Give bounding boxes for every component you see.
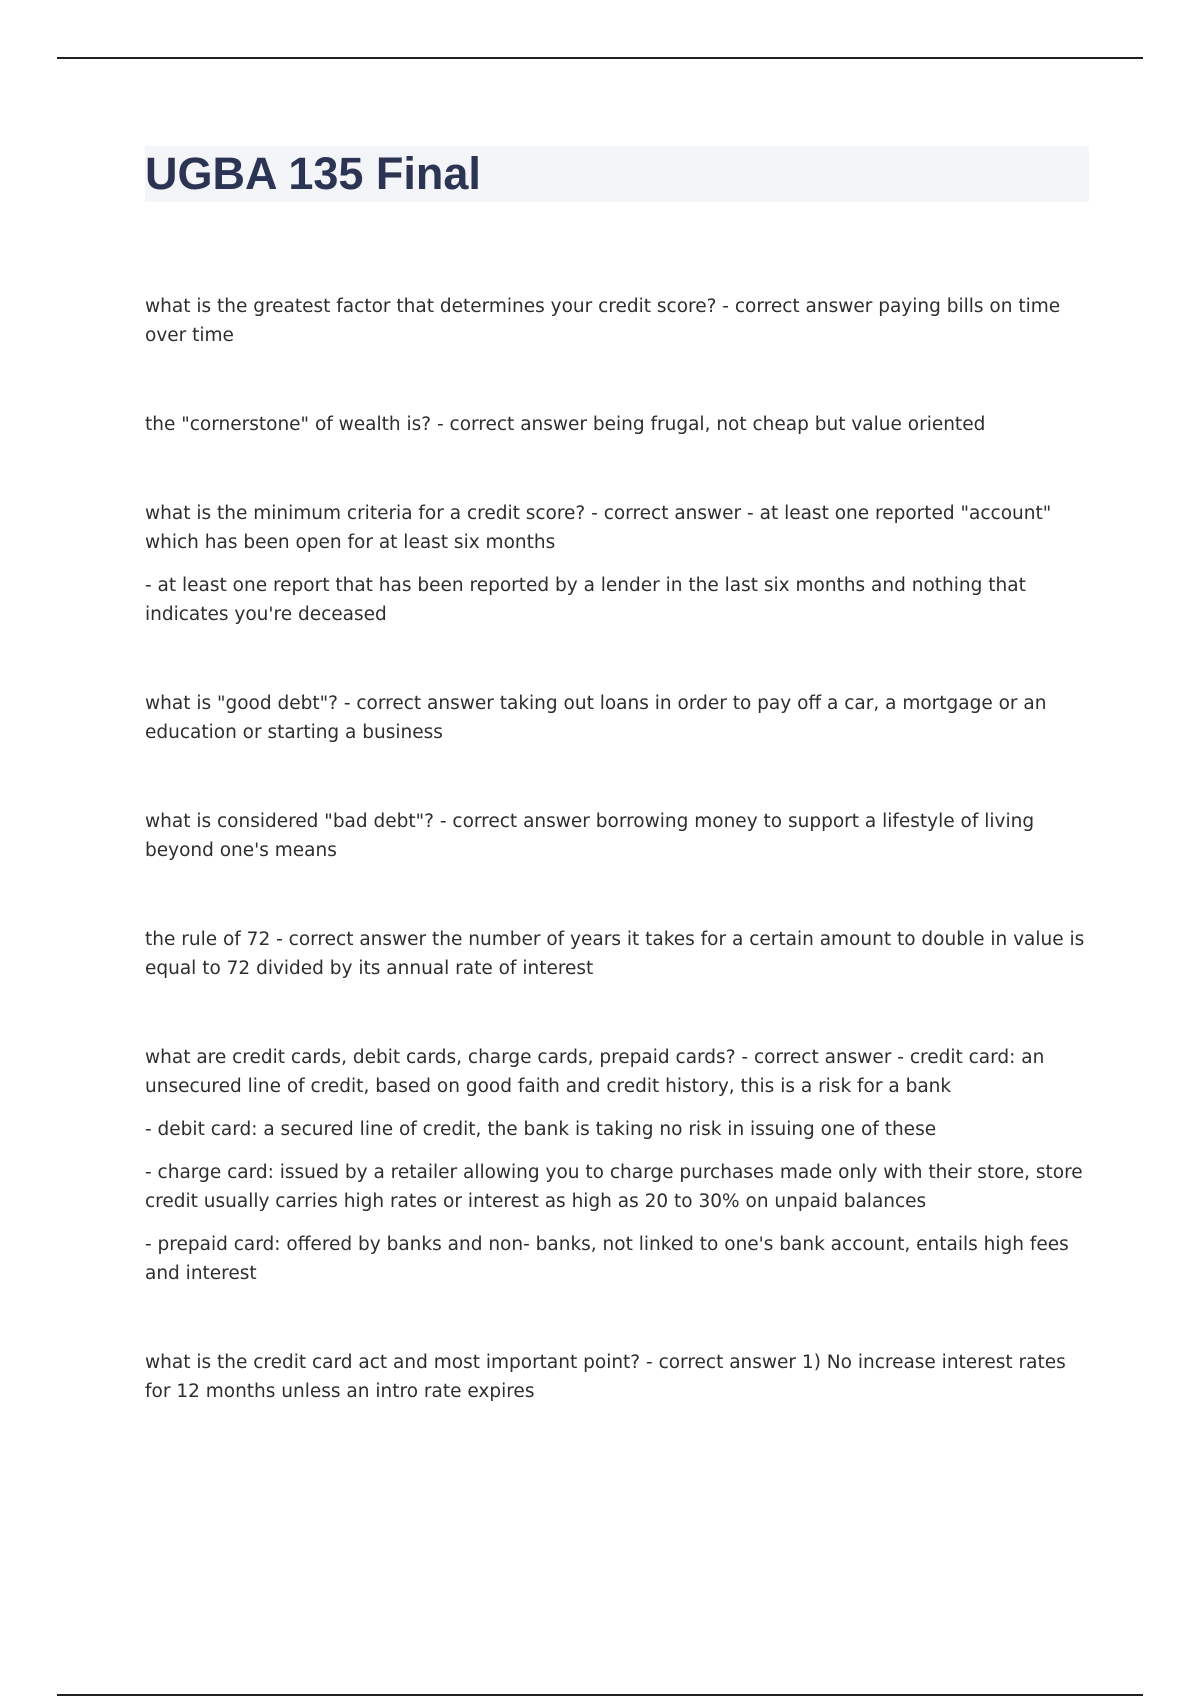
qa-item: [145, 1043, 1091, 1288]
qa-text: what is "good debt"? - correct answer taking out loans in order to pay off a car, a mortgage or an education or starting a business: [145, 693, 1047, 743]
qa-item: [145, 1348, 1091, 1406]
qa-item: [145, 410, 1091, 439]
qa-item: [145, 292, 1091, 350]
qa-text-continued: - charge card: issued by a retailer allowing you to charge purchases made only with their store, store credit usually carries high rates or interest as high as 20 to 30% on unpaid balances: [145, 1162, 1083, 1212]
qa-item: [145, 689, 1091, 747]
bottom-rule: [57, 1694, 1143, 1696]
qa-text-continued: - debit card: a secured line of credit, the bank is taking no risk in issuing one of these: [145, 1119, 937, 1140]
qa-item: [145, 925, 1091, 983]
qa-item: [145, 807, 1091, 865]
qa-text: what is considered "bad debt"? - correct answer borrowing money to support a lifestyle of living beyond one's means: [145, 811, 1035, 861]
qa-text: what is the minimum criteria for a credit score? - correct answer - at least one reported "account" which has been open for at least six months: [145, 503, 1052, 553]
qa-text-continued: - prepaid card: offered by banks and non- banks, not linked to one's bank account, entails high fees and interest: [145, 1234, 1069, 1284]
qa-text: the "cornerstone" of wealth is? - correct answer being frugal, not cheap but value oriented: [145, 414, 986, 435]
qa-list: [145, 292, 1091, 1466]
qa-text: the rule of 72 - correct answer the number of years it takes for a certain amount to double in value is equal to 72 divided by its annual rate of interest: [145, 929, 1085, 979]
qa-text: what are credit cards, debit cards, charge cards, prepaid cards? - correct answer - credit card: an unsecured line of credit, based on good faith and credit history, this is a risk for a bank: [145, 1047, 1045, 1097]
qa-item: [145, 499, 1091, 629]
qa-text-continued: - at least one report that has been reported by a lender in the last six months and nothing that indicates you're deceased: [145, 575, 1026, 625]
document-title: UGBA 135 Final: [145, 148, 481, 199]
qa-text: what is the credit card act and most important point? - correct answer 1) No increase interest rates for 12 months unless an intro rate expires: [145, 1352, 1066, 1402]
qa-text: what is the greatest factor that determines your credit score? - correct answer paying bills on time over time: [145, 296, 1061, 346]
top-rule: [57, 57, 1143, 59]
